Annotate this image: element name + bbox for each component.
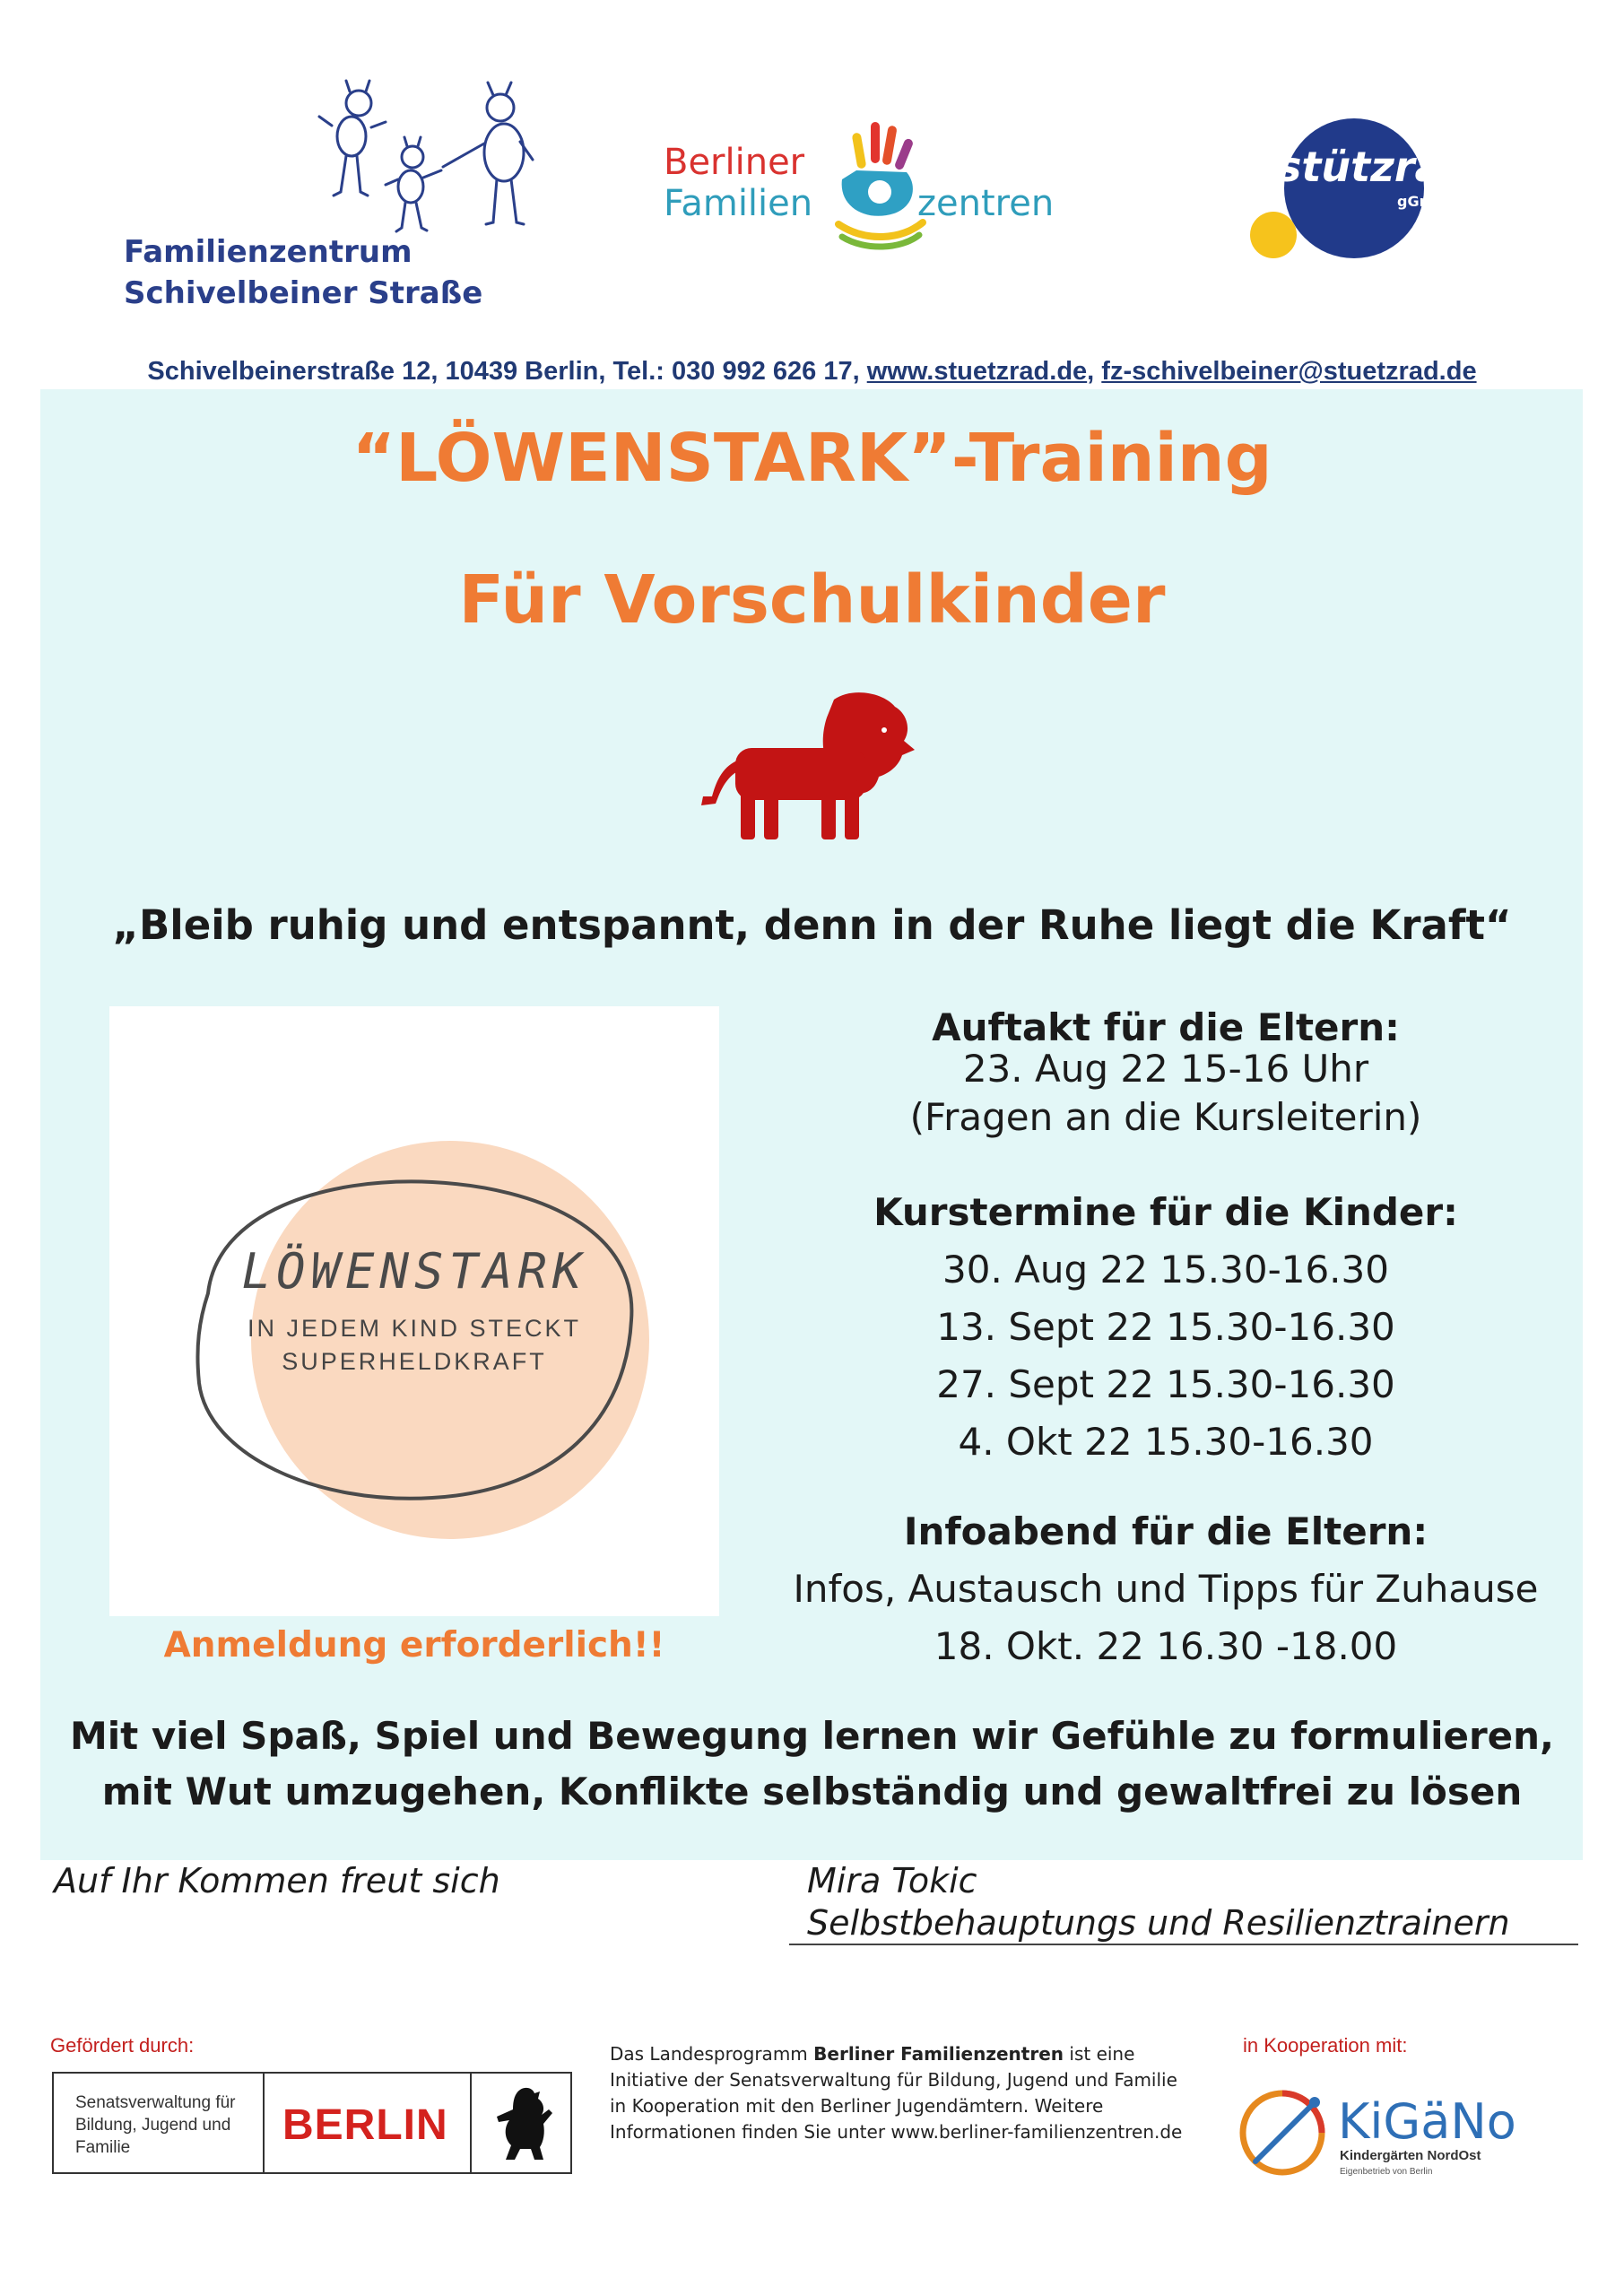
closing-line2: mit Wut umzugehen, Konflikte selbständig und gewaltfrei zu lösen <box>101 1770 1523 1813</box>
bfz-logo-word2: Familien <box>664 183 813 224</box>
sponsor-divider-2 <box>470 2074 472 2172</box>
email-link[interactable]: fz-schivelbeiner@stuetzrad.de <box>1101 357 1477 386</box>
kigano-logo <box>1238 2081 1524 2188</box>
fz-logo-line2: Schivelbeiner Straße <box>124 275 483 311</box>
closing-line1: Mit viel Spaß, Spiel und Bewegung lernen wir Gefühle zu formulieren, <box>69 1714 1555 1758</box>
kickoff-note: (Fragen an die Kursleiterin) <box>909 1095 1422 1139</box>
info-text: Infos, Austausch und Tipps für Zuhause <box>793 1567 1539 1611</box>
berlin-wordmark: BERLIN <box>282 2101 448 2149</box>
closing-text <box>0 1709 1624 1820</box>
course-date-2: 13. Sept 22 15.30-16.30 <box>936 1305 1395 1349</box>
badge-line2: SUPERHELDKRAFT <box>282 1348 547 1375</box>
stuetzrad-logo-name: stützrad <box>1277 143 1472 191</box>
kickoff-heading: Auftakt für die Eltern: <box>932 1005 1400 1049</box>
senate-text: Senatsverwaltung für Bildung, Jugend und Familie <box>75 2093 236 2157</box>
program-text-bold: Berliner Familienzentren <box>813 2043 1064 2065</box>
course-date-4: 4. Okt 22 15.30-16.30 <box>958 1420 1374 1464</box>
cooperation-label: in Kooperation mit: <box>1243 2034 1408 2057</box>
kigano-sub2: Eigenbetrieb von Berlin <box>1340 2167 1433 2177</box>
familienzentrum-logo <box>117 72 538 323</box>
sponsor-divider-1 <box>263 2074 265 2172</box>
address-text: Schivelbeinerstraße 12, 10439 Berlin, Tel.: 030 992 626 17, <box>147 357 867 386</box>
info-date: 18. Okt. 22 16.30 -18.00 <box>934 1624 1398 1668</box>
stuetzrad-logo-suffix: gGmbH <box>1397 193 1457 210</box>
kigano-name: KiGäNo <box>1338 2093 1516 2150</box>
website-link[interactable]: www.stuetzrad.de <box>866 357 1088 386</box>
signature-name: Mira Tokic <box>807 1861 977 1900</box>
signature-underline <box>789 1944 1578 1945</box>
kids-figures-icon <box>314 72 538 251</box>
kigano-sub: Kindergärten NordOst <box>1340 2148 1481 2163</box>
kickoff-date: 23. Aug 22 15-16 Uhr <box>962 1047 1369 1091</box>
program-info-text <box>610 2041 1193 2145</box>
berlin-bear-icon <box>493 2086 556 2161</box>
bfz-logo-word3: zentren <box>917 183 1055 224</box>
stuetzrad-wheel-icon <box>1238 117 1498 260</box>
program-text-post: ist eine Initiative der Senatsverwaltung für Bildung, Jugend und Familie in Kooperation mit den Berliner Jugendämtern. Weitere Informationen finden Sie unter www.berliner-familienzentren.de <box>610 2043 1183 2143</box>
fz-logo-line1: Familienzentrum <box>124 234 413 270</box>
motto-quote: „Bleib ruhig und entspannt, denn in der Ruhe liegt die Kraft“ <box>112 901 1512 949</box>
berliner-familienzentren-logo <box>659 117 1081 251</box>
funded-by-label: Gefördert durch: <box>50 2034 195 2057</box>
address-line <box>0 357 1624 387</box>
lion-icon <box>699 691 924 843</box>
address-separator: , <box>1087 357 1102 386</box>
course-heading: Kurstermine für die Kinder: <box>873 1190 1458 1234</box>
badge-word: LÖWENSTARK <box>241 1243 587 1300</box>
loewenstark-badge <box>109 1006 719 1616</box>
page-title: “LÖWENSTARK”-Training <box>352 420 1272 497</box>
info-heading: Infoabend für die Eltern: <box>903 1509 1429 1553</box>
registration-note: Anmeldung erforderlich!! <box>163 1625 665 1665</box>
signature-role: Selbstbehauptungs und Resilienztrainern <box>807 1903 1510 1943</box>
sponsor-logo-box <box>52 2072 572 2174</box>
badge-line1: IN JEDEM KIND STECKT <box>247 1315 582 1342</box>
bfz-logo-word1: Berliner <box>664 142 805 183</box>
page-subtitle: Für Vorschulkinder <box>458 561 1166 639</box>
badge-circle-icon <box>109 1006 719 1616</box>
signature-greeting: Auf Ihr Kommen freut sich <box>54 1861 500 1900</box>
course-date-3: 27. Sept 22 15.30-16.30 <box>936 1362 1395 1406</box>
stuetzrad-logo <box>1238 117 1498 260</box>
course-date-1: 30. Aug 22 15.30-16.30 <box>942 1248 1389 1292</box>
program-text-pre: Das Landesprogramm <box>610 2043 814 2065</box>
